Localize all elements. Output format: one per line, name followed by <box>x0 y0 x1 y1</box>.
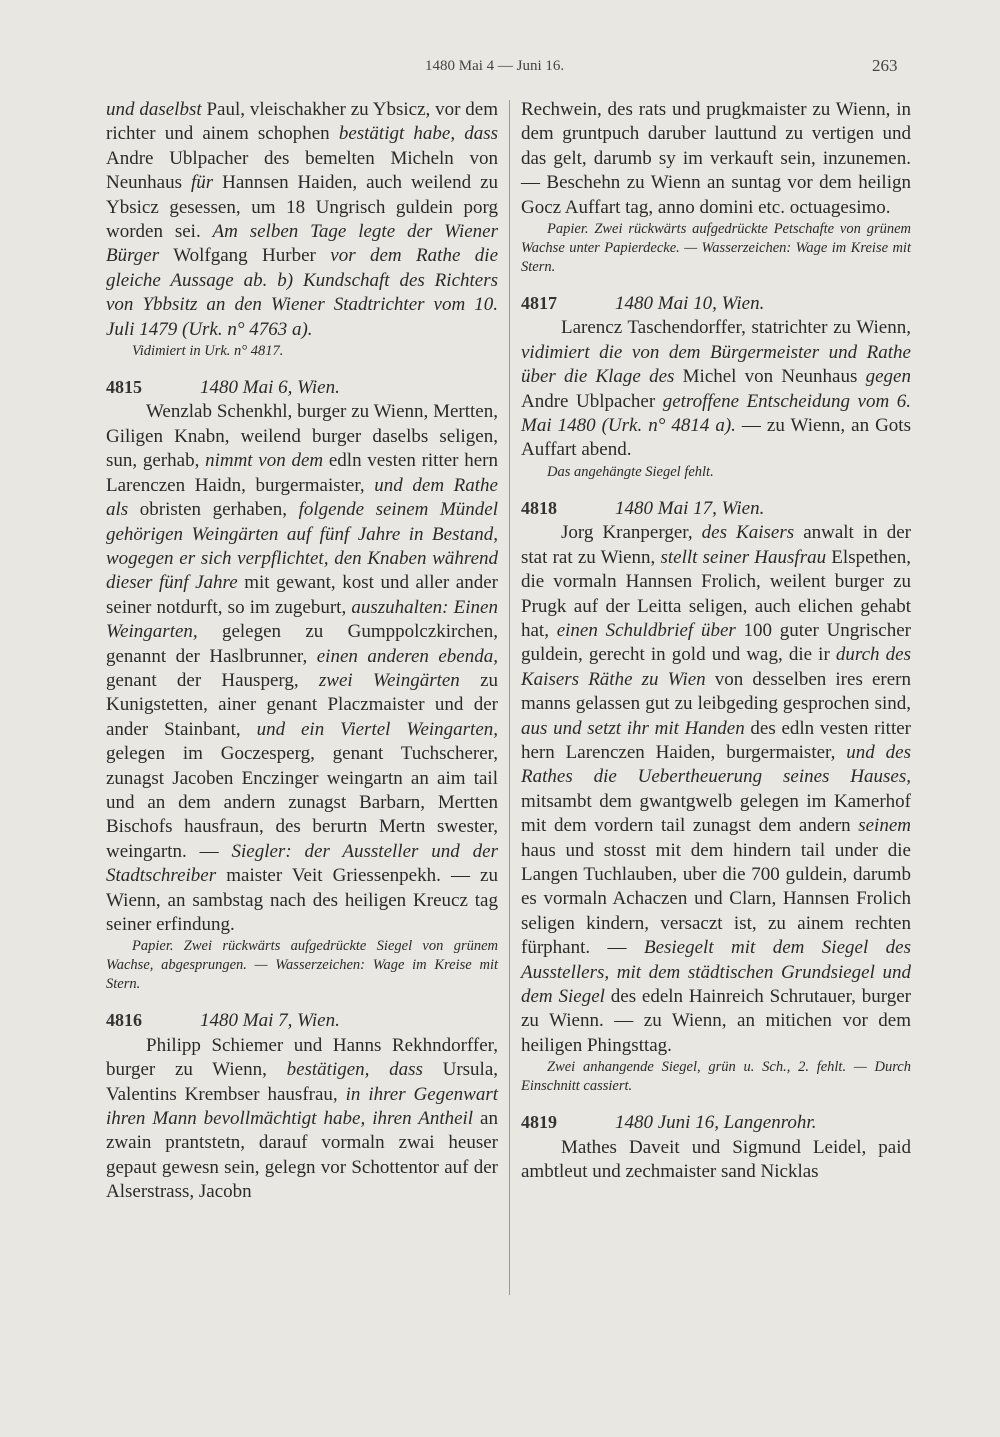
entry-4816 <box>106 1008 498 1204</box>
entry-4817 <box>521 291 911 482</box>
entry-date: 1480 Mai 17, Wien. <box>615 497 765 519</box>
continued-entry-note: Papier. Zwei rückwärts aufgedrückte Petschafte von grünem Wachse unter Papierdecke. — Wasserzeichen: Wage im Kreise mit Stern. <box>521 221 911 276</box>
entry-note: Papier. Zwei rückwärts aufgedrückte Siegel von grünem Wachse, abgesprungen. — Wasserzeichen: Wage im Kreise mit Stern. <box>106 938 498 993</box>
entry-text: Mathes Daveit und Sigmund Leidel, paid ambtleut und zechmaister sand Nicklas <box>521 1136 911 1183</box>
entry-text: Wenzlab Schenkhl, burger zu Wienn, Mertten, Giligen Knabn, weilend burger daselbs seligen, sun, gerhab, nimmt von dem edln vesten ritter hern Larenczen Haidn, burgermaister, und dem Rathe als obristen gerhaben, folgende seinem Mündel gehörigen Weingärten auf fünf Jahre in Bestand, wogegen er sich verpflichtet, den Knaben während dieser fünf Jahre mit gewant, kost und aller ander seiner notdurft, so im zugeburt, auszuhalten: Einen Weingarten, gelegen zu Gumppolczkirchen, genannt der Haslbrunner, einen anderen ebenda, genant der Hausperg, zwei Weingärten zu Kunigstetten, ainer genant Placzmaister und der ander Stainbant, und ein Viertel Weingarten, gelegen im Goczesperg, genant Tuchscherer, zunagst Jacoben Enczinger weingartn an aim tail und an dem andern zunagst Barbarn, Mertten Bischofs hausfraun, des berurtn Mertn swester, weingartn. — Siegler: der Aussteller und der Stadtschreiber maister Veit Griessenpekh. — zu Wienn, an sambstag nach des heiligen Kreucz tag seiner erfindung. <box>106 401 499 935</box>
entry-note: Zwei anhangende Siegel, grün u. Sch., 2. fehlt. — Durch Einschnitt cassiert. <box>521 1059 911 1095</box>
header-date-range: 1480 Mai 4 — Juni 16. <box>425 58 565 74</box>
entry-number: 4818 <box>521 497 557 518</box>
continued-entry-text: und daselbst Paul, vleischakher zu Ybsicz, vor dem richter und ainem schophen bestätigt habe, dass Andre Ublpacher des bemelten Micheln von Neunhaus für Hannsen Haiden, auch weilend zu Ybsicz gesessen, um 18 Ungrisch guldein porg worden sei. Am selben Tage legte der Wiener Bürger Wolfgang Hurber vor dem Rathe die gleiche Aussage ab. b) Kundschaft des Richters von Ybbsitz an den Wiener Stadtrichter vom 10. Juli 1479 (Urk. n° 4763 a). <box>106 99 499 340</box>
continued-entry-text: Rechwein, des rats und prugkmaister zu Wienn, in dem gruntpuch daruber lauttund zu vertigen und das gelt, darumb sy im verkauft sein, inzunemen. — Beschehn zu Wienn an suntag vor dem heilign Gocz Auffart tag, anno domini etc. octuagesimo. <box>521 99 911 218</box>
entry-note: Das angehängte Siegel fehlt. <box>547 463 714 480</box>
entry-text: Philipp Schiemer und Hanns Rekhndorffer, burger zu Wienn, bestätigen, dass Ursula, Valentins Krembser hausfrau, in ihrer Gegenwart ihren Mann bevollmächtigt habe, ihren Antheil an zwain prantstetn, darauf vormaln zwai heuser gepaut gewesn sein, gelegn vor Schottentor auf der Alserstrass, Jacobn <box>106 1034 499 1203</box>
entry-date: 1480 Mai 10, Wien. <box>615 293 765 315</box>
entry-4819 <box>521 1110 911 1184</box>
entry-text: Larencz Taschendorffer, statrichter zu Wienn, vidimiert die von dem Bürgermeister und Rathe über die Klage des Michel von Neunhaus gegen Andre Ublpacher getroffene Entscheidung vom 6. Mai 1480 (Urk. n° 4814 a). — zu Wienn, an Gots Auffart abend. <box>521 317 911 461</box>
entry-4815 <box>106 375 498 994</box>
left-column <box>106 98 498 1205</box>
continued-entry-note: Vidimiert in Urk. n° 4817. <box>132 343 284 360</box>
entry-text: Jorg Kranperger, des Kaisers anwalt in der stat rat zu Wienn, stellt seiner Hausfrau Elspethen, die vormaln Hannsen Frolich, weilent burger zu Prugk auf der Leitta seligen, auch elichen gehabt hat, einen Schuldbrief über 100 guter Ungrischer guldein, gerecht in gold und wag, die ir durch des Kaisers Räthe zu Wien von desselben ires erern manns gelassen gut zu leibgeding gesprochen sind, aus und setzt ihr mit Handen des edln vesten ritter hern Larenczen Haiden, burgermaister, und des Rathes die Uebertheuerung seines Hauses, mitsambt dem gwantgwelb gelegen im Kamerhof mit dem vordern tail zunagst dem andern seinem haus und stosst mit dem hindern tail under die Langen Tuchlauben, uber die 700 guldein, darumb es vormaln Achaczen und Clarn, Hannsen Frolich seligen kindern, versaczt ist, zu ainem rechten fürphant. — Besiegelt mit dem Siegel des Ausstellers, mit dem städtischen Grundsiegel und dem Siegel des edeln Hainreich Schrutauer, burger zu Wienn. — zu Wienn, an mitichen vor dem heiligen Phingsttag. <box>521 522 911 1056</box>
entry-number: 4815 <box>106 377 142 398</box>
column-divider <box>509 100 510 1295</box>
entry-number: 4819 <box>521 1112 557 1133</box>
entry-number: 4816 <box>106 1010 142 1031</box>
entry-date: 1480 Mai 6, Wien. <box>200 377 340 399</box>
page-number: 263 <box>872 56 898 75</box>
running-header <box>0 58 1000 82</box>
entry-number: 4817 <box>521 293 557 314</box>
entry-4818 <box>521 496 911 1096</box>
right-column <box>521 98 911 1184</box>
entry-date: 1480 Juni 16, Langenrohr. <box>615 1112 817 1134</box>
entry-date: 1480 Mai 7, Wien. <box>200 1010 340 1032</box>
